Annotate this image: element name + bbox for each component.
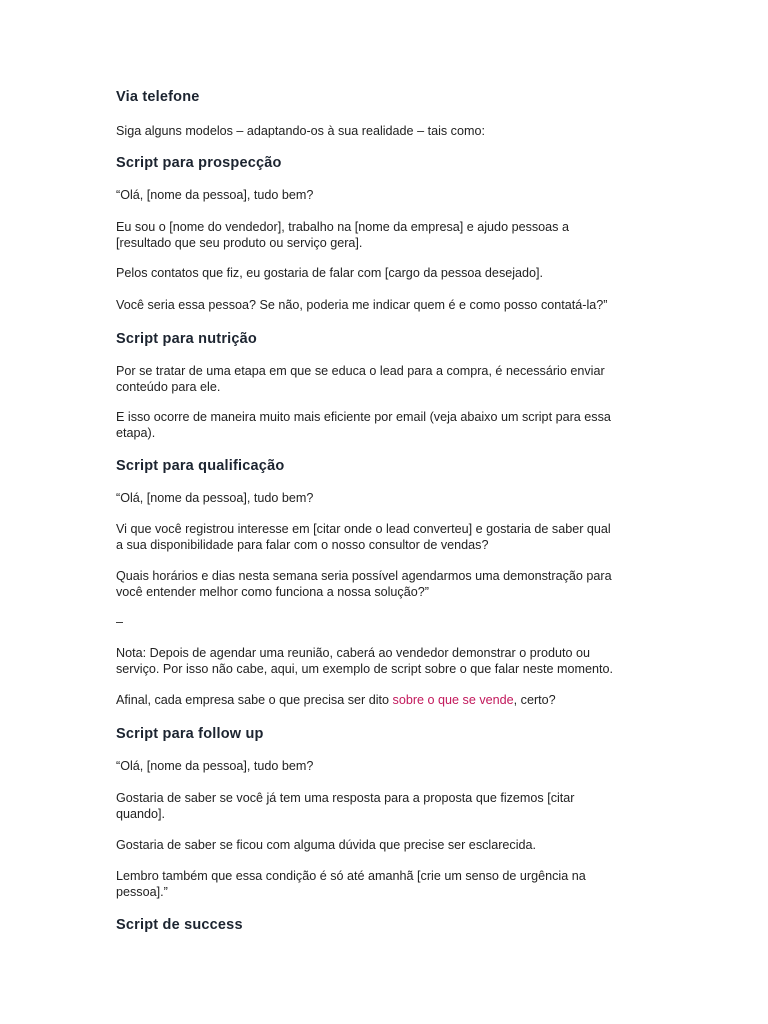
nota-line-2: serviço. Por isso não cabe, aqui, um exemplo de script sobre o que falar neste momento. [116,662,614,676]
heading-script-prospeccao: Script para prospecção [116,155,282,171]
prospeccao-paragraph-2-line-2: [resultado que seu produto ou serviço gera]. [116,236,363,250]
section-dash: – [116,615,124,629]
follow-up-paragraph-1: “Olá, [nome da pessoa], tudo bem? [116,759,314,773]
follow-up-paragraph-3: Gostaria de saber se ficou com alguma dúvida que precise ser esclarecida. [116,838,537,852]
nutricao-paragraph-2-line-2: etapa). [116,426,156,440]
heading-script-nutricao: Script para nutrição [116,331,257,347]
follow-up-paragraph-2-line-1: Gostaria de saber se você já tem uma resposta para a proposta que fizemos [citar [116,791,575,805]
intro-text: Siga alguns modelos – adaptando-os à sua realidade – tais como: [116,124,485,138]
nota-line-1: Nota: Depois de agendar uma reunião, caberá ao vendedor demonstrar o produto ou [116,646,590,660]
qualificacao-paragraph-3-line-2: você entender melhor como funciona a nossa solução?” [116,585,429,599]
afinal-paragraph [116,692,661,708]
afinal-text-before: Afinal, cada empresa sabe o que precisa ser dito [116,693,393,707]
heading-script-de-success: Script de success [116,917,243,933]
prospeccao-paragraph-3: Pelos contatos que fiz, eu gostaria de falar com [cargo da pessoa desejado]. [116,266,544,280]
nutricao-paragraph-1-line-1: Por se tratar de uma etapa em que se educa o lead para a compra, é necessário enviar [116,364,605,378]
follow-up-paragraph-4-line-2: pessoa].” [116,885,168,899]
follow-up-paragraph-4-line-1: Lembro também que essa condição é só até amanhã [crie um senso de urgência na [116,869,586,883]
qualificacao-paragraph-3-line-1: Quais horários e dias nesta semana seria possível agendarmos uma demonstração para [116,569,612,583]
nutricao-paragraph-1-line-2: conteúdo para ele. [116,380,221,394]
heading-script-qualificacao: Script para qualificação [116,458,285,474]
follow-up-paragraph-2-line-2: quando]. [116,807,166,821]
qualificacao-paragraph-2-line-2: a sua disponibilidade para falar com o nosso consultor de vendas? [116,538,489,552]
prospeccao-paragraph-4: Você seria essa pessoa? Se não, poderia me indicar quem é e como posso contatá-la?” [116,298,608,312]
sobre-o-que-se-vende-link[interactable]: sobre o que se vende [392,693,514,707]
qualificacao-paragraph-2-line-1: Vi que você registrou interesse em [citar onde o lead converteu] e gostaria de saber qual [116,522,611,536]
heading-script-follow-up: Script para follow up [116,726,264,742]
prospeccao-paragraph-1: “Olá, [nome da pessoa], tudo bem? [116,188,314,202]
nutricao-paragraph-2-line-1: E isso ocorre de maneira muito mais eficiente por email (veja abaixo um script para essa [116,410,611,424]
heading-via-telefone: Via telefone [116,89,200,105]
prospeccao-paragraph-2-line-1: Eu sou o [nome do vendedor], trabalho na [nome da empresa] e ajudo pessoas a [116,220,569,234]
afinal-text-after: , certo? [513,693,556,707]
qualificacao-paragraph-1: “Olá, [nome da pessoa], tudo bem? [116,491,314,505]
